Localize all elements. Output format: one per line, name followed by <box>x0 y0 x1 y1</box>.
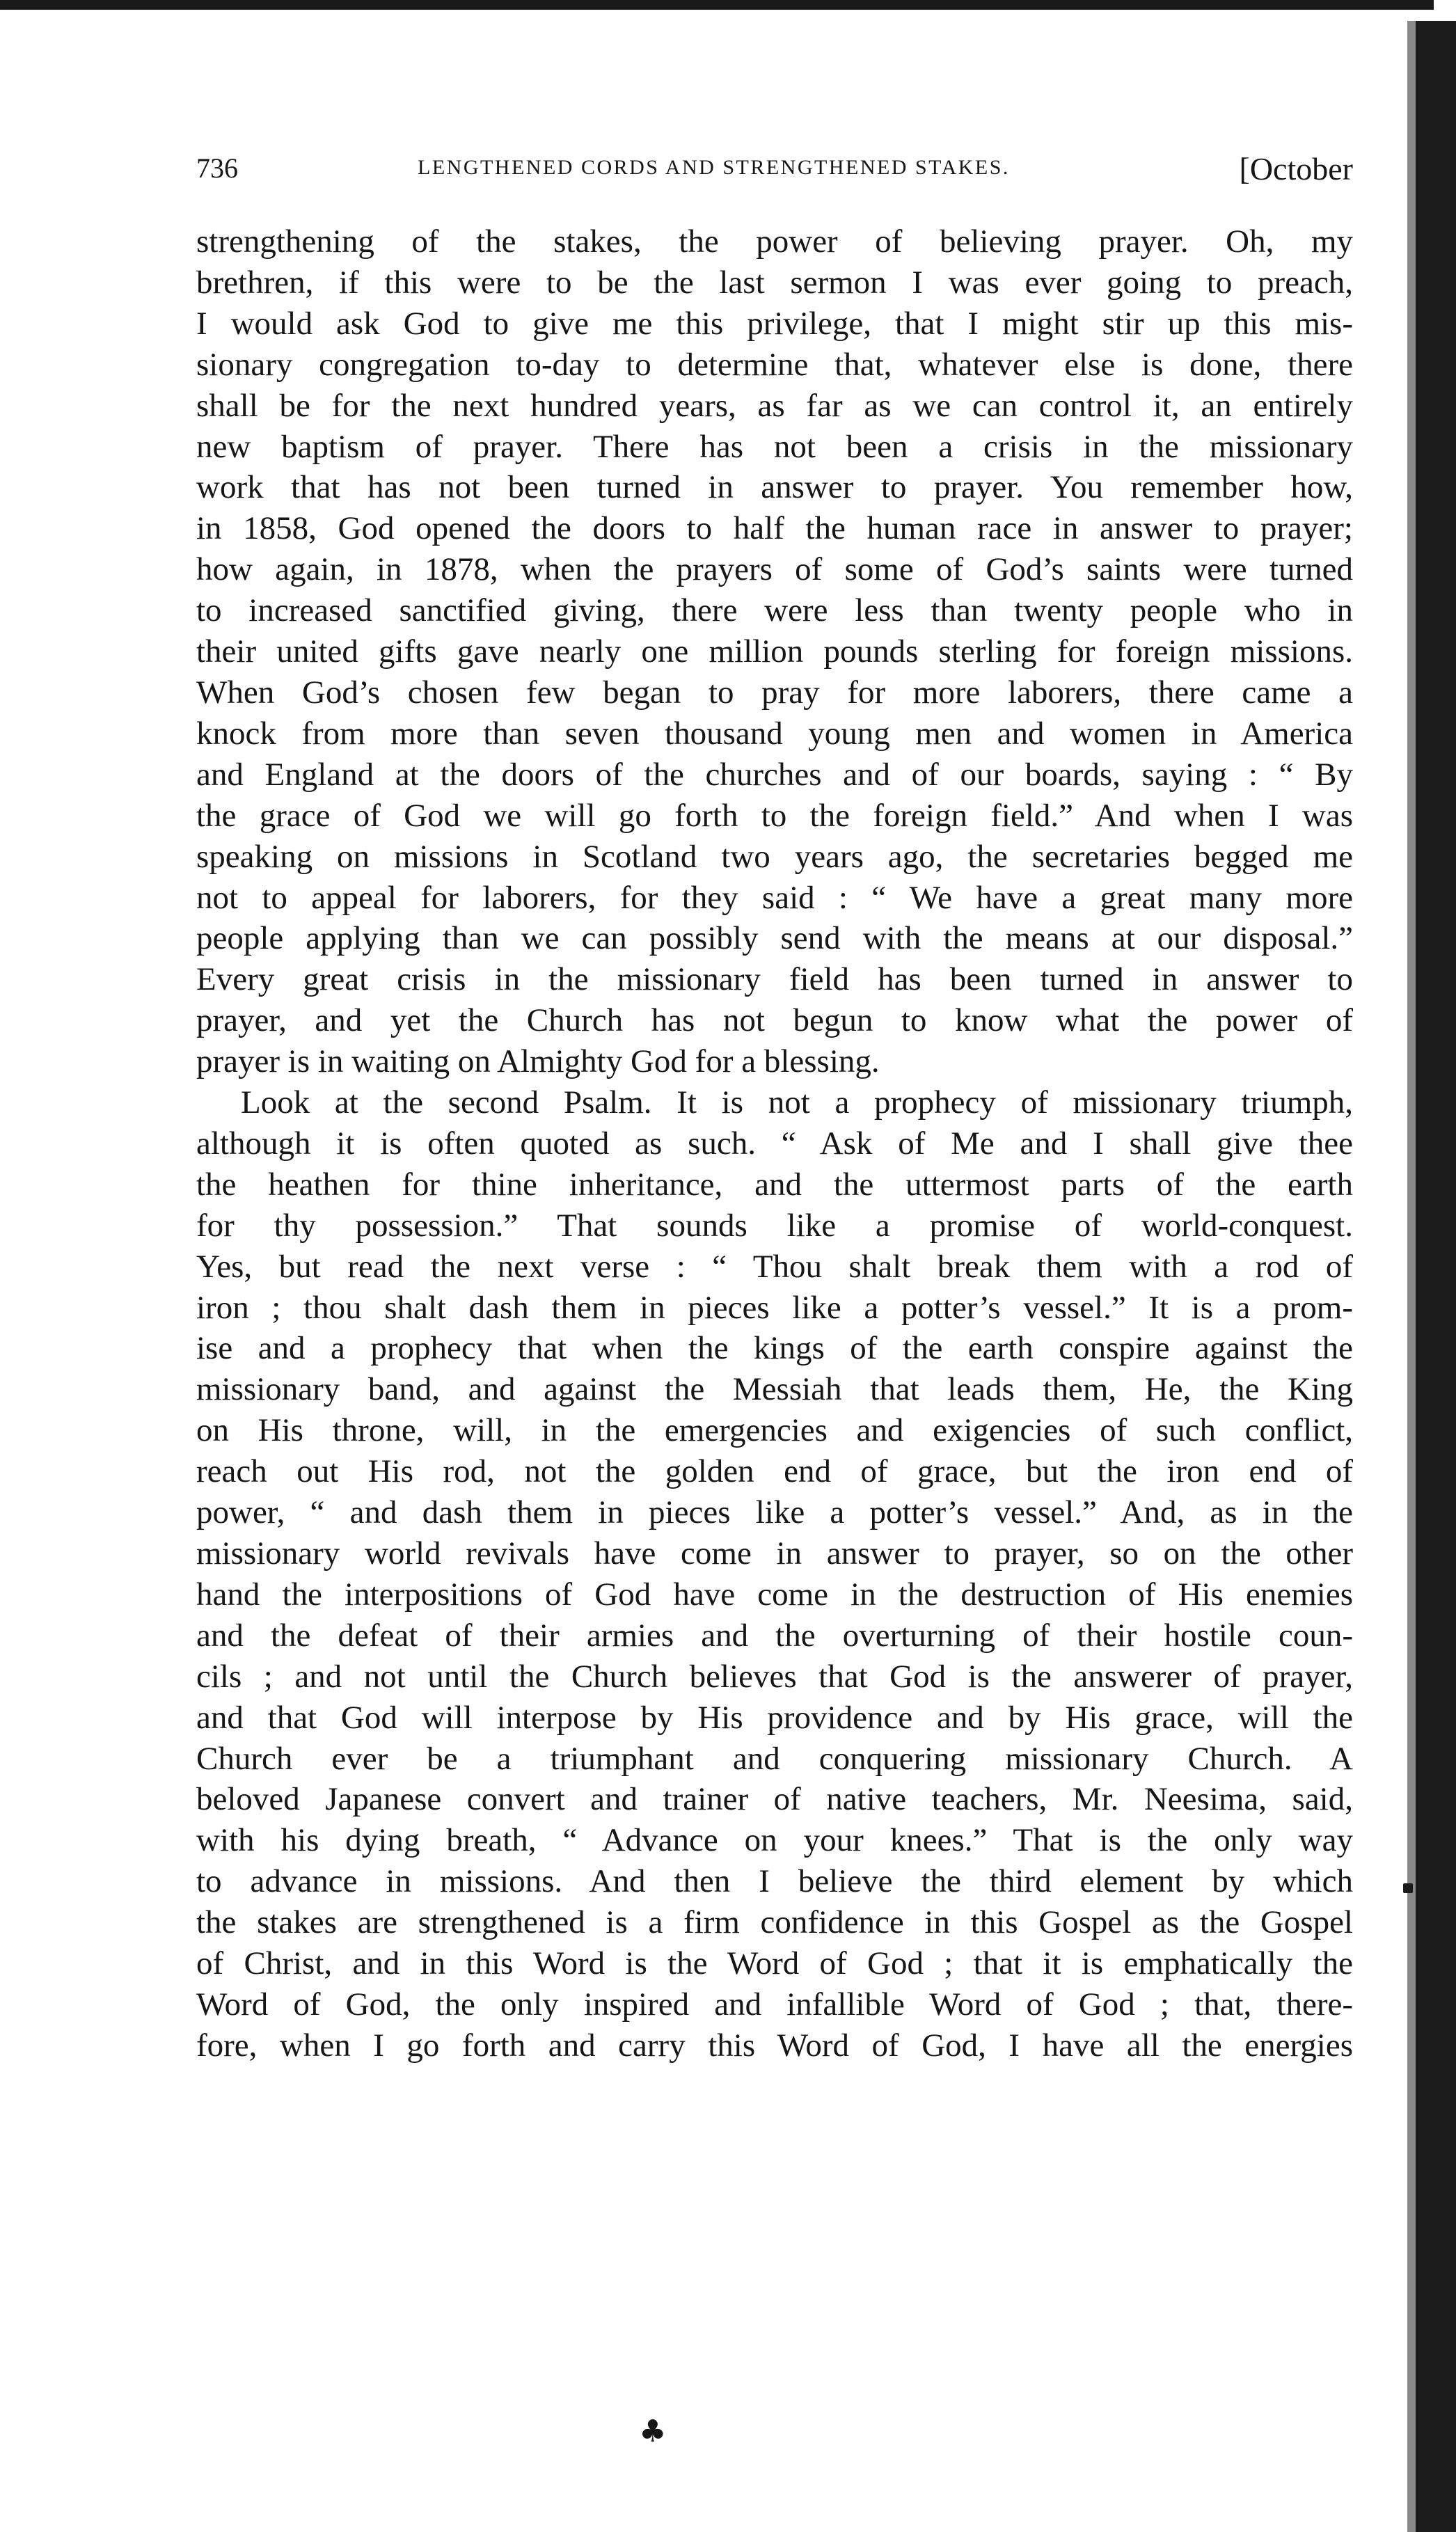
text-line: prayer is in waiting on Almighty God for a blessing. <box>196 1043 880 1080</box>
text-line: Look at the second Psalm. It is not a prophecy of missionary triumph, <box>241 1084 1353 1121</box>
margin-mark <box>1403 1883 1413 1893</box>
text-line: beloved Japanese convert and trainer of native teachers, Mr. Neesima, said, <box>196 1781 1353 1818</box>
body-text <box>196 221 1353 2066</box>
text-line: knock from more than seven thousand young men and women in America <box>196 715 1353 752</box>
top-border-rule <box>0 0 1434 10</box>
text-line: the grace of God we will go forth to the foreign field.” And when I was <box>196 797 1353 834</box>
text-line: Church ever be a triumphant and conquering missionary Church. A <box>196 1740 1353 1777</box>
text-line: their united gifts gave nearly one million pounds sterling for foreign missions. <box>196 633 1353 670</box>
text-line: although it is often quoted as such. “ Ask of Me and I shall give thee <box>196 1125 1353 1162</box>
text-line: prayer, and yet the Church has not begun to know what the power of <box>196 1002 1353 1039</box>
text-line: I would ask God to give me this privilege, that I might stir up this mis- <box>196 305 1353 342</box>
text-line: power, “ and dash them in pieces like a potter’s vessel.” And, as in the <box>196 1494 1353 1531</box>
text-line: people applying than we can possibly send with the means at our disposal.” <box>196 920 1353 957</box>
text-line: how again, in 1878, when the prayers of some of God’s saints were turned <box>196 551 1353 588</box>
text-line: ise and a prophecy that when the kings of the earth conspire against the <box>196 1330 1353 1367</box>
right-border-rule <box>1416 21 1456 2532</box>
text-line: not to appeal for laborers, for they said : “ We have a great many more <box>196 879 1353 916</box>
text-line: the heathen for thine inheritance, and the uttermost parts of the earth <box>196 1166 1353 1203</box>
page-number: 736 <box>196 152 238 184</box>
text-line: missionary band, and against the Messiah that leads them, He, the King <box>196 1371 1353 1408</box>
running-month: [October <box>1239 151 1353 187</box>
text-line: missionary world revivals have come in answer to prayer, so on the other <box>196 1535 1353 1572</box>
text-line: reach out His rod, not the golden end of grace, but the iron end of <box>196 1453 1353 1490</box>
text-line: for thy possession.” That sounds like a promise of world-conquest. <box>196 1207 1353 1244</box>
text-line: in 1858, God opened the doors to half the human race in answer to prayer; <box>196 510 1353 547</box>
footer-ornament: ♣ <box>639 2414 667 2449</box>
text-line: shall be for the next hundred years, as far as we can control it, an entirely <box>196 387 1353 424</box>
text-line: and England at the doors of the churches and of our boards, saying : “ By <box>196 756 1353 793</box>
text-line: hand the interpositions of God have come in the destruction of His enemies <box>196 1576 1353 1613</box>
text-line: new baptism of prayer. There has not been a crisis in the missionary <box>196 428 1353 465</box>
text-line: on His throne, will, in the emergencies and exigencies of such conflict, <box>196 1412 1353 1449</box>
text-line: and that God will interpose by His providence and by His grace, will the <box>196 1699 1353 1736</box>
text-line: cils ; and not until the Church believes that God is the answerer of prayer, <box>196 1658 1353 1695</box>
text-line: strengthening of the stakes, the power of believing prayer. Oh, my <box>196 223 1353 260</box>
text-line: Yes, but read the next verse : “ Thou shalt break them with a rod of <box>196 1248 1353 1285</box>
text-line: with his dying breath, “ Advance on your knees.” That is the only way <box>196 1822 1353 1859</box>
paragraph <box>196 1082 1353 2066</box>
running-head <box>196 149 1353 191</box>
paragraph <box>196 221 1353 1082</box>
text-line: to increased sanctified giving, there were less than twenty people who in <box>196 592 1353 629</box>
text-line: the stakes are strengthened is a firm confidence in this Gospel as the Gospel <box>196 1904 1353 1941</box>
running-title: LENGTHENED CORDS AND STRENGTHENED STAKES. <box>418 156 1010 179</box>
text-line: Every great crisis in the missionary field has been turned in answer to <box>196 961 1353 998</box>
text-line: and the defeat of their armies and the overturning of their hostile coun- <box>196 1617 1353 1654</box>
text-line: When God’s chosen few began to pray for more laborers, there came a <box>196 674 1353 711</box>
text-line: of Christ, and in this Word is the Word of God ; that it is emphatically the <box>196 1945 1353 1982</box>
text-line: sionary congregation to-day to determine that, whatever else is done, there <box>196 346 1353 383</box>
text-line: speaking on missions in Scotland two years ago, the secretaries begged me <box>196 838 1353 875</box>
text-line: work that has not been turned in answer to prayer. You remember how, <box>196 469 1353 506</box>
text-line: iron ; thou shalt dash them in pieces like a potter’s vessel.” It is a prom- <box>196 1289 1353 1326</box>
text-line: fore, when I go forth and carry this Word of God, I have all the energies <box>196 2027 1353 2064</box>
text-line: Word of God, the only inspired and infallible Word of God ; that, there- <box>196 1986 1353 2023</box>
text-line: brethren, if this were to be the last sermon I was ever going to preach, <box>196 264 1353 301</box>
text-line: to advance in missions. And then I believe the third element by which <box>196 1863 1353 1900</box>
